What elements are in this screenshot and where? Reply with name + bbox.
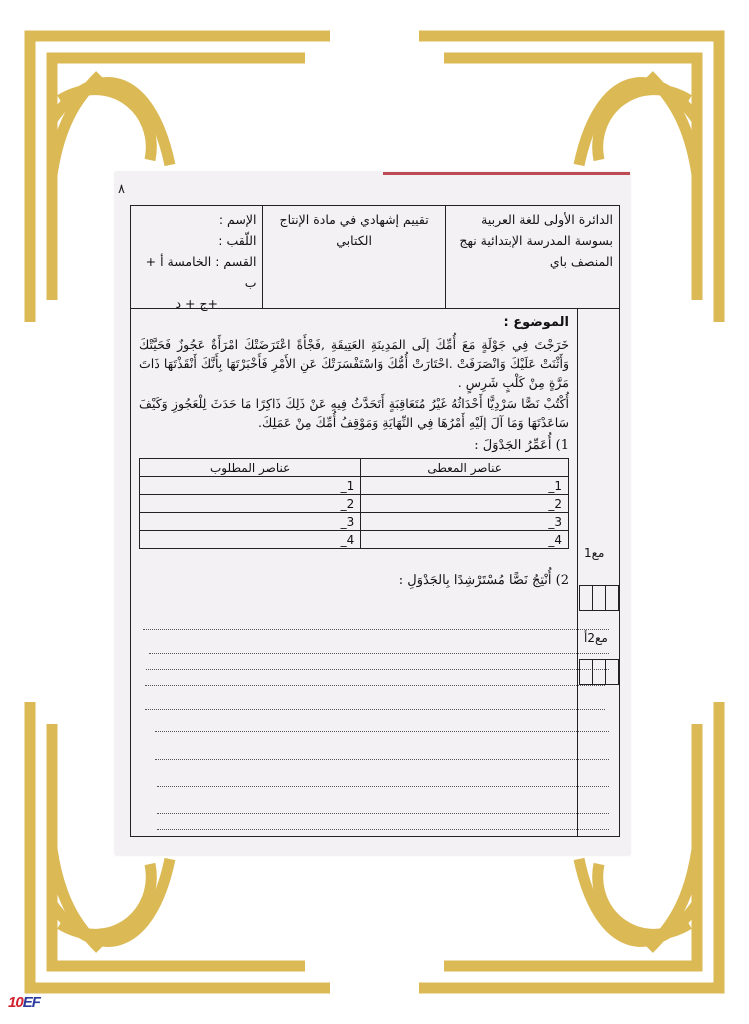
- score-box-2[interactable]: [579, 659, 619, 685]
- answer-line[interactable]: [157, 813, 609, 814]
- question-2-label: 2) أُنْتِجُ نَصًّا مُسْتَرْشِدًا بِالجَدْوَلِ :: [398, 573, 569, 588]
- table-cell[interactable]: 3_: [361, 513, 569, 531]
- answer-line[interactable]: [146, 669, 609, 670]
- student-info-cell: [131, 206, 262, 311]
- table-cell[interactable]: 2_: [361, 495, 569, 513]
- table-cell[interactable]: 1_: [361, 477, 569, 495]
- exam-title-cell: تقييم إشهادي في مادة الإنتاج الكتابي: [262, 206, 444, 308]
- table-row: [140, 513, 569, 531]
- score-column: [577, 309, 619, 836]
- table-row: [140, 531, 569, 549]
- subject-paragraph-1: خَرَجْتَ فِي جَوْلَةٍ مَعَ أُمِّكَ إلَى المَدِينَةِ العَتِيقَةِ ,فَجْأَةً اعْتَرَضَتْكَ امْرَأَةٌ عَجُوزٌ فَحَيَّتْكَ وَأَثْنَتْ عَلَيْكَ وَانْصَرَفَتْ .احْتَارَتْ أُمُّكَ وَاسْتَفْسَرَتْكَ عَنِ الأَمْرِ فَأَخْبَرْتَهَا بِأَنَّكَ أَنْقَذْتَهَا ذَاتَ مَرَّةٍ مِنْ كَلْبٍ شَرِسٍ .: [139, 337, 569, 390]
- answer-line[interactable]: [145, 685, 605, 686]
- class-label: القسم : الخامسة أ + ب: [145, 254, 257, 290]
- subject-title: الموضوع :: [503, 315, 569, 330]
- column-header-given: عناصر المعطى: [361, 459, 569, 477]
- question-1-label: 1) أُعَمِّرُ الجَدْوَلَ :: [474, 438, 569, 453]
- table-cell[interactable]: 2_: [140, 495, 361, 513]
- class-label-continued: +ج + د: [175, 296, 218, 311]
- table-cell[interactable]: 3_: [140, 513, 361, 531]
- answer-line[interactable]: [155, 759, 609, 760]
- school-info-cell: الدائرة الأولى للغة العربية بسوسة المدرسة الإبتدائية نهج المنصف باي: [445, 206, 619, 308]
- watermark-logo: 10EF: [8, 994, 40, 1011]
- name-label: الإسم :: [218, 212, 257, 227]
- answer-line[interactable]: [149, 653, 609, 654]
- exam-header-table: [130, 205, 620, 309]
- table-row: [140, 477, 569, 495]
- surname-label: اللّقب :: [218, 233, 257, 248]
- answer-line[interactable]: [157, 829, 609, 830]
- paper-red-edge: [383, 172, 630, 175]
- table-cell[interactable]: 4_: [361, 531, 569, 549]
- elements-table: [139, 458, 569, 549]
- score-label-1: مع1: [584, 546, 605, 560]
- score-label-2: مع2أ: [584, 631, 608, 645]
- corner-mark: ٨: [118, 182, 125, 197]
- exam-body: [130, 309, 620, 837]
- answer-line[interactable]: [143, 629, 609, 630]
- table-row: [140, 495, 569, 513]
- answer-line[interactable]: [157, 786, 609, 787]
- score-box-1[interactable]: [579, 585, 619, 611]
- table-cell[interactable]: 4_: [140, 531, 361, 549]
- answer-line[interactable]: [155, 731, 609, 732]
- subject-paragraph-2: أُكْتُبْ نَصًّا سَرْدِيًّا أَحْدَاثُهُ غَيْرُ مُتَعَاقِبَةٍ أَتَحَدَّثُ فِيهِ عَنْ ذَلِكَ ذَاكِرًا مَا حَدَثَ لِلْعَجُوزِ وَكَيْفَ سَاعَدْتَهَا وَمَا آلَ إلَيْهِ أَمْرُهَا فِي النِّهَايَةِ وَمَوْقِفُ أُمِّكَ مِنْ عَمَلِكَ.: [139, 396, 569, 430]
- column-header-required: عناصر المطلوب: [140, 459, 361, 477]
- answer-line[interactable]: [145, 709, 605, 710]
- answer-lines: [143, 629, 609, 829]
- table-cell[interactable]: 1_: [140, 477, 361, 495]
- exam-paper: [115, 172, 630, 855]
